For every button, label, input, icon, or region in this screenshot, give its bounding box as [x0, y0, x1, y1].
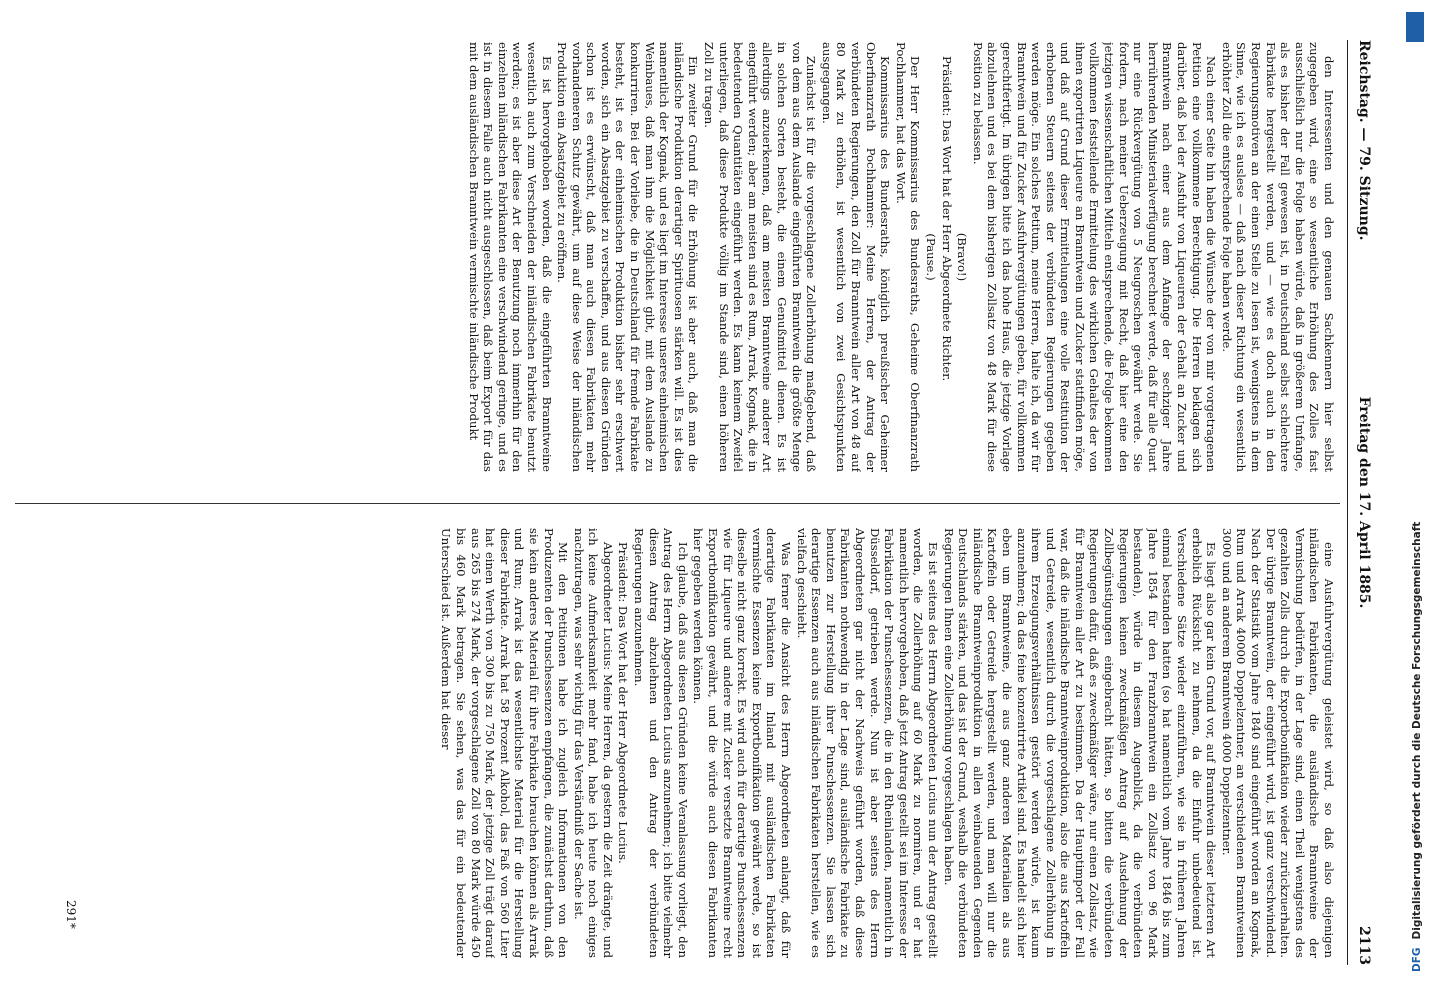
header-rule — [1347, 40, 1348, 965]
paragraph: Ich glaube, daß aus diesen Gründen keine Veranlassung vorliegt, den Antrag des Herrn Abgeordneten Lucius anzunehmen; ich bitte vielmehr diesen Antrag abzulehnen und den Antrag der verbündeten Regierungen anzunehmen. — [632, 528, 690, 958]
sheet-number: 291* — [64, 900, 78, 929]
paragraph: Zunächst ist für die vorgeschlagene Zollerhöhung maßgebend, daß von dem aus dem Auslande eingeführten Branntwein die größte Menge in solchen Sorten besteht, die einem Genußmittel dienen. Es ist allerdings anzuerkennen, daß am meisten Branntweine anderer Art eingeführt werden; aber am meisten sind es Rum, Arrak, Kognak, die in bedeutenden Quantitäten eingeführt werden. Es kann keinem Zweifel unterliegen, daß diese Produkte völlig im Stande sind, einen höheren Zoll zu tragen. — [702, 42, 819, 472]
paragraph: Ein zweiter Grund für die Erhöhung ist aber auch, daß man die inländische Produktion derartiger Spirituosen stärken will. Es ist dies namentlich der Kognak, und es liegt im Interesse unseres einheimischen Weinbaues, daß man ihm die Möglichkeit gibt, mit dem Auslande zu konkurriren. Bei der Vorliebe, die in Deutschland für fremde Fabrikate besteht, ist es der einheimischen Produktion bisher sehr erschwert worden, sich ein Absatzgebiet zu verschaffen, und aus diesen Gründen schon ist es erwünscht, daß man auch diesen Fabrikaten mehr vorhandeneren Schutz gewährt, um auf diese Weise der inländischen Produktion ein Absatzgebiet zu eröffnen. — [555, 42, 701, 472]
paragraph: Es liegt also gar kein Grund vor, auf Branntwein dieser letzteren Art erheblich Rücksicht zu nehmen, da die Einfuhr unbedeutend ist. Verschiedene Sätze wieder einzuführen, wie sie in früheren Jahren einmal bestanden hatten (so hat namentlich vom Jahre 1846 bis zum Jahre 1854 für den Franzbranntwein ein Zollsatz von 96 Mark bestanden), würde in diesem Augenblick, da die verbündeten Regierungen keinen zweckmäßigen Antrag auf Ausdehnung der Zollbegünstigungen eingebracht hätten, so bitten die verbündeten Regierungen dafür, daß es zweckmäßiger wäre, nur einen Zollsatz, wie für Branntwein aller Art zu bestimmen. Da der Hauptimport der Fall war, daß die inländische Branntweinproduktion, also die aus Kartoffeln und Getreide, wesentlich durch die vorgeschlagene Zollerhöhung in ihrem Erzeugungsverhältnissen gestört werden würde, ist kaum anzunehmen; da das feine konzentrirte Artikel sind. Es handelt sich hier eben um Branntweine, die aus ganz anderen Materialien als aus Kartoffeln oder Getreide hergestellt werden, und man will nur die inländische Branntweinproduktion in allen weinbauenden Gegenden Deutschlands stärken, und das ist der Grund, weshalb die verbündeten Regierungen Ihnen eine Zollerhöhung vorgeschlagen haben. — [941, 528, 1219, 958]
paragraph: den Interessenten und den genauen Sachkennern hier selbst zugegeben wird, eine so wesentliche Erhöhung des Zolles fast ausschließlich nur die Folge haben würde, daß in größerem Umfange, als es bisher der Fall gewesen ist, in Deutschland selbst schlechtere Fabrikate hergestellt werden, und — wie es doch auch in den Regierungsmotiven an der einen Stelle zu lesen ist, wenigstens in dem Sinne, wie ich es auslese — daß nach dieser Richtung ein wesentlich erhöhter Zoll die entsprechende Folge haben werde. — [1219, 42, 1336, 472]
speaker-paragraph: Abgeordneter Lucius: Meine Herren, da gestern die Zeit drängte, und ich keine Aufmerksamkeit mehr fand, habe ich heute noch einiges nachzutragen, was sehr wichtig für das Verständniß der Sache ist. — [571, 528, 615, 958]
interjection: (Bravo!) — [955, 232, 970, 282]
paragraph: Mit den Petitionen habe ich zugleich Informationen von den Produzenten der Punschessenzen empfangen, die zunächst darthun, daß sie kein anderes Material für ihre Fabrikate brauchen können als Arrak und Rum; Arrak ist das wesentlichste Material für die Herstellung dieser Fabrikate. Arrak hat 58 Prozent Alkohol, das Faß von 560 Liter hat einen Werth von 300 bis zu 750 Mark, der jetzige Zoll trägt darauf aus 265 bis 274 Mark, der vorgeschlagene Zoll von 80 Mark würde 450 bis 460 Mark betragen. Sie sehen, was das für ein bedeutender Unterschied ist. Außerdem hat dieser — [439, 528, 571, 958]
funding-credit — [1411, 522, 1423, 972]
speaker-paragraph: Präsident: Das Wort hat der Herr Abgeordnete Richter. — [939, 56, 954, 382]
column-divider — [15, 503, 1340, 504]
left-column — [16, 42, 1336, 472]
paragraph: Es ist hervorgehoben worden, daß die eingeführten Branntweine wesentlich auch zum Verschneiden der inländischen Fabrikate benutzt werden; es ist aber diese Art der Benutzung noch immerhin für den einzelnen inländischen Fabrikanten eine verschwindend geringe, und es ist in diesem Falle auch nicht ausgeschlossen, daß beim Export für das mit dem ausländischen Branntwein vermischte inländische Produkt — [466, 42, 554, 472]
header-session: Reichstag. — 79. Sitzung. — [1356, 40, 1372, 241]
paragraph: Es ist seitens des Herrn Abgeordneten Lucius nun der Antrag gestellt worden, die Zollerhöhung auf 60 Mark zu normiren, und er hat namentlich hervorgehoben, daß jetzt Antrag gestellt sei im Interesse der Fabrikation der Punschessenzen, die in den Rheinlanden, namentlich in Düsseldorf, getrieben werde. Nun ist aber seitens des Herrn Abgeordneten gar nicht der Nachweis geführt worden, daß diese Fabrikanten nothwendig in der Lage sind, ausländische Fabrikate zu benutzen zur Herstellung ihrer Punschessenzen. Sie lassen sich derartige Essenzen auch aus inländischen Fabrikaten herstellen, wie es vielfach geschieht. — [794, 528, 940, 958]
dfg-logo — [1406, 12, 1424, 42]
right-column — [16, 528, 1336, 958]
page-header — [1352, 40, 1372, 965]
paragraph: Der Herr Kommissarius des Bundesraths, Geheime Oberfinanzrath Pochhammer, hat das Wort. — [893, 42, 923, 472]
paragraph: eine Ausfuhrvergütung geleistet wird, so daß also diejenigen inländischen Fabrikanten, die ausländische Branntweine der Vermischung bedürfen, in der Lage sind, einen Theil wenigstens des gezahlten Zolls durch die Exportbonifikation wieder zurückzuerhalten. Der übrige Branntwein, der eingeführt wird, ist ganz verschwindend. Nach der Statistik vom Jahre 1840 sind eingeführt worden an Kognak, Rum und Arrak 40000 Doppelzentner, an verschiedenen Branntweinen 3000 und an anderem Branntwein 4000 Doppelzentner. — [1219, 528, 1336, 958]
speaker-paragraph: Kommissarius des Bundesraths, königlich preußischer Geheimer Oberfinanzrath Pochhammer: Meine Herren, der Antrag der verbündeten Regierungen, den Zoll für Branntwein aller Art von 48 auf 80 Mark zu erhöhen, ist wesentlich von zwei Gesichtspunkten ausgegangen. — [819, 42, 893, 472]
header-date: Freitag den 17. April 1885. — [1356, 396, 1372, 609]
paragraph: Was ferner die Ansicht des Herrn Abgeordneten anlangt, daß für derartige Fabrikanten im Inland mit ausländischen Fabrikaten vermischte Essenzen keine Exportbonifikation gewährt werde, so ist dieselbe nicht ganz korrekt. Es wird auch für derartige Punschessenzen wie für Liqueure und andere mit Zucker versetzte Branntweine recht Exportbonifikation gewährt, und die würde auch diesen Fabrikanten hier gegeben werden können. — [691, 528, 794, 958]
speaker-paragraph: Präsident: Das Wort hat der Herr Abgeordnete Lucius. — [616, 542, 631, 864]
paragraph: Nach einer Seite hin haben die Wünsche der von mir vorgetragenen Petition eine vollkommene Berechtigung. Die Herren beklagen sich darüber, daß bei der Ausfuhr von Liqueuren der Gehalt an Zucker und Branntwein nach einer aus dem Anfange der sechziger Jahre herrührenden Ministerialverfügung berechnet werde, daß für alle Quart nur eine Rückvergütung von 5 Neugroschen gewährt werde. Sie fordern, nach meiner Ueberzeugung mit Recht, daß hier eine den jetzigen wissenschaftlichen Mitteln entsprechende, die Folge bekommen vollkommen feststellende Ermittelung des wirklichen Gehaltes der von ihnen exportirten Liqueure an Branntwein und Zucker stattfinden möge, und daß auf Grund dieser Ermittelungen eine volle Restitution der erhobenen Steuern seitens der verbündeten Regierungen gegeben werden möge. Ein solches Petitum, meine Herren, halte ich, da wir für Branntwein und für Zucker Ausfuhrvergütungen geben, für vollkommen gerechtfertigt. Im übrigen bitte ich das hohe Haus, die jetzige Vorlage abzulehnen und es bei dem bisherigen Zollsatz von 48 Mark für diese Position zu belassen. — [970, 42, 1219, 472]
funding-credit-text: Digitalisierung gefördert durch die Deutsche Forschungsgemeinschaft — [1411, 521, 1423, 940]
page-number: 2113 — [1356, 926, 1372, 965]
interjection: (Pause.) — [923, 233, 938, 281]
dfg-badge-text: DFG — [1411, 947, 1423, 972]
